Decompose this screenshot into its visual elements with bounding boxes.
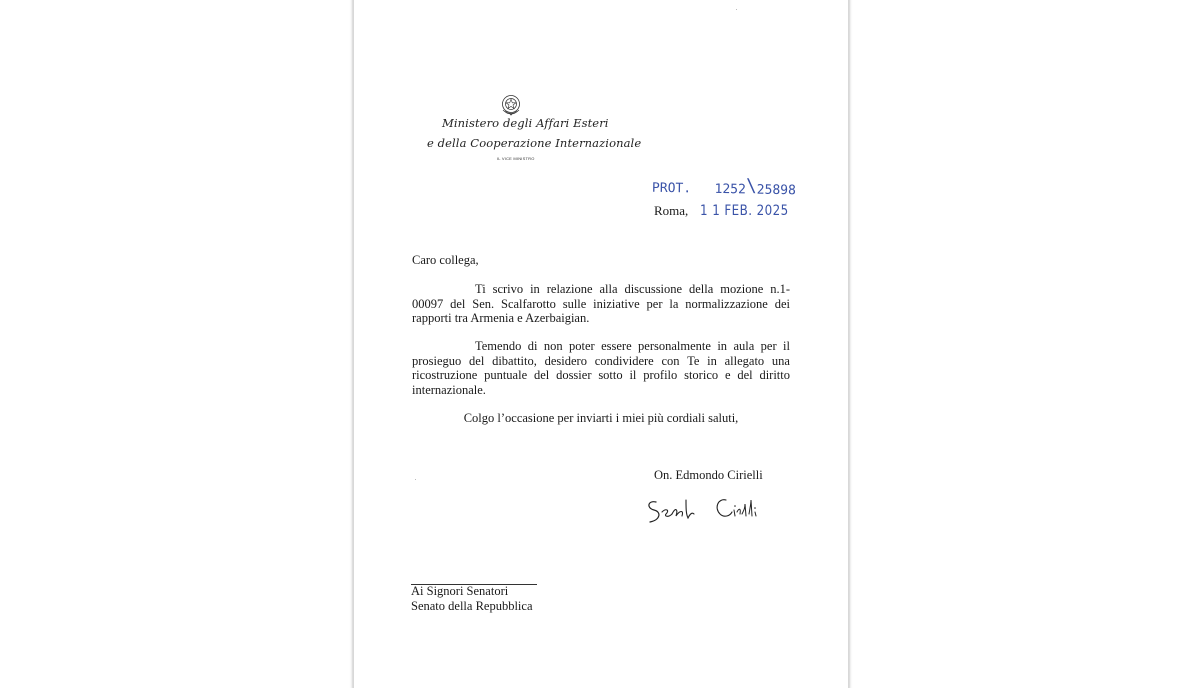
recipient-line-2: Senato della Repubblica xyxy=(411,599,533,613)
letter-salutation: Caro collega, xyxy=(412,253,479,267)
letter-sender: On. Edmondo Cirielli xyxy=(654,468,763,482)
protocol-slash: \ xyxy=(745,175,757,197)
recipient-line-1: Ai Signori Senatori xyxy=(411,584,509,598)
letter-closing: Colgo l’occasione per inviarti i miei più cordiali saluti, xyxy=(463,411,739,425)
protocol-number-b: 25898 xyxy=(756,182,797,199)
letterhead-ministry-line2: e della Cooperazione Internazionale xyxy=(427,136,642,150)
letter-paragraph-2: Temendo di non poter essere personalmente in aula per il prosieguo del dibattito, desidero condividere con Te in allegato una ricostruzione puntuale del dossier sotto il profilo storico e del diritto internazionale. xyxy=(412,339,790,397)
scan-speck xyxy=(736,9,737,10)
protocol-stamp xyxy=(652,176,796,200)
handwritten-signature xyxy=(642,488,772,530)
letter-paragraph-1: Ti scrivo in relazione alla discussione della mozione n.1-00097 del Sen. Scalfarotto sulle iniziative per la normalizzazione dei rapporti tra Armenia e Azerbaigian. xyxy=(412,282,790,325)
letter-page xyxy=(353,0,849,688)
date-stamp: 1 1 FEB. 2025 xyxy=(700,203,789,219)
protocol-prefix: PROT. xyxy=(651,180,692,197)
letterhead-ministry-line1: Ministero degli Affari Esteri xyxy=(442,116,609,130)
italian-republic-emblem-icon xyxy=(500,94,522,118)
scan-speck xyxy=(415,479,416,480)
letterhead-office: IL VICE MINISTRO xyxy=(497,156,535,161)
letter-place: Roma, xyxy=(654,203,689,218)
protocol-number-a: 1252 xyxy=(714,181,747,198)
